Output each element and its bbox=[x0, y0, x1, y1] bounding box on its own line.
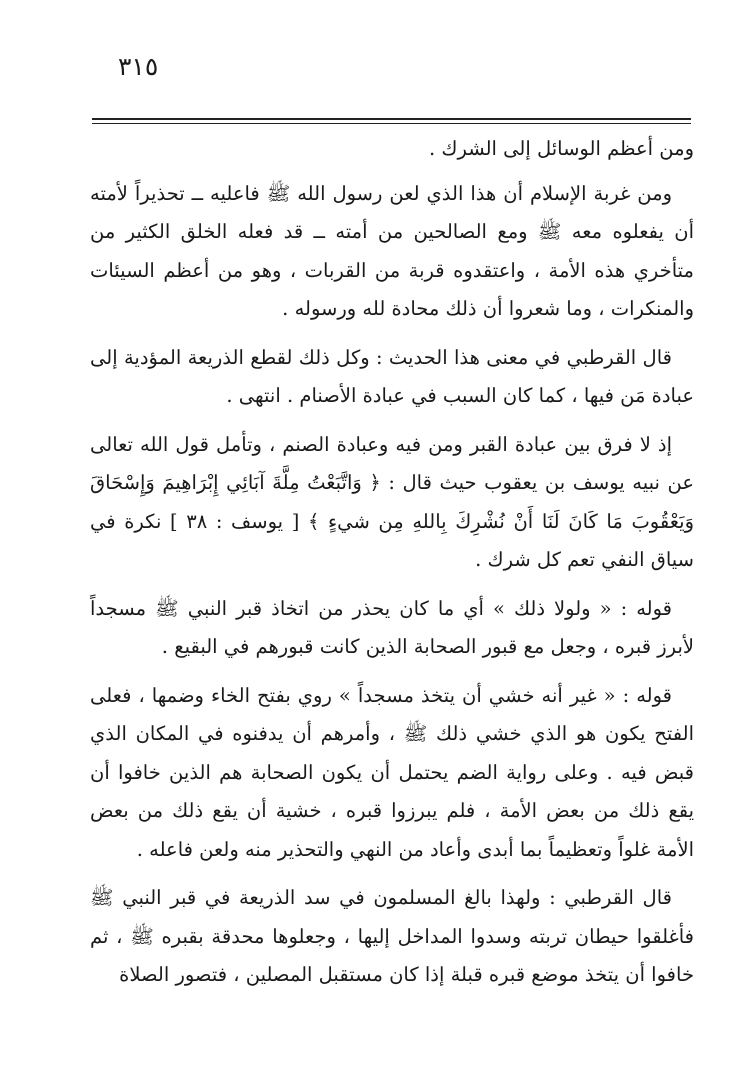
paragraph: ومن أعظم الوسائل إلى الشرك . bbox=[428, 137, 694, 160]
page-number: ٣١٥ bbox=[118, 52, 159, 81]
paragraph: قال القرطبي : ولهذا بالغ المسلمون في سد الذريعة في قبر النبي ﷺ فأغلقوا حيطان تربته وسدوا المداخل إليها ، وجعلوها محدقة بقبره ﷺ ، ثم خافوا أن يتخذ موضع قبره قبلة إذا كان مستقبل المصلين ، فتصور الصلاة bbox=[90, 886, 694, 986]
header-rule-thin bbox=[92, 123, 691, 124]
paragraph: إذ لا فرق بين عبادة القبر ومن فيه وعبادة الصنم ، وتأمل قول الله تعالى عن نبيه يوسف بن يعقوب حيث قال : ﴿ وَاتَّبَعْتُ مِلَّةَ آبَائِي إِبْرَاهِيمَ وَإِسْحَاقَ وَيَعْقُوبَ مَا كَانَ لَنَا أَنْ نُشْرِكَ بِاللهِ مِن شيءٍ ﴾ [ يوسف : ٣٨ ] نكرة في سياق النفي تعم كل شرك . bbox=[90, 432, 694, 571]
paragraph: قال القرطبي في معنى هذا الحديث : وكل ذلك لقطع الذريعة المؤدية إلى عبادة مَن فيها ، كما كان السبب في عبادة الأصنام . انتهى . bbox=[90, 345, 694, 407]
paragraph: قوله : « ولولا ذلك » أي ما كان يحذر من اتخاذ قبر النبي ﷺ مسجداً لأبرز قبره ، وجعل مع قبور الصحابة الذين كانت قبورهم في البقيع . bbox=[90, 596, 694, 658]
paragraph: ومن غربة الإسلام أن هذا الذي لعن رسول الله ﷺ فاعليه ــ تحذيراً لأمته أن يفعلوه معه ﷺ ومع الصالحين من أمته ــ قد فعله الخلق الكثير من متأخري هذه الأمة ، واعتقدوه قربة من القربات ، وهو من أعظم السيئات والمنكرات ، وما شعروا أن ذلك محادة لله ورسوله . bbox=[90, 181, 694, 320]
page-body bbox=[90, 130, 694, 1005]
header-rule-thick bbox=[92, 118, 691, 120]
paragraph: قوله : « غير أنه خشي أن يتخذ مسجداً » روي بفتح الخاء وضمها ، فعلى الفتح يكون هو الذي خشي ذلك ﷺ ، وأمرهم أن يدفنوه في المكان الذي قبض فيه . وعلى رواية الضم يحتمل أن يكون الصحابة هم الذين خافوا أن يقع ذلك من بعض الأمة ، فلم يبرزوا قبره ، خشية أن يقع ذلك من بعض الأمة غلواً وتعظيماً بما أبدى وأعاد من النهي والتحذير منه ولعن فاعله . bbox=[90, 683, 695, 861]
